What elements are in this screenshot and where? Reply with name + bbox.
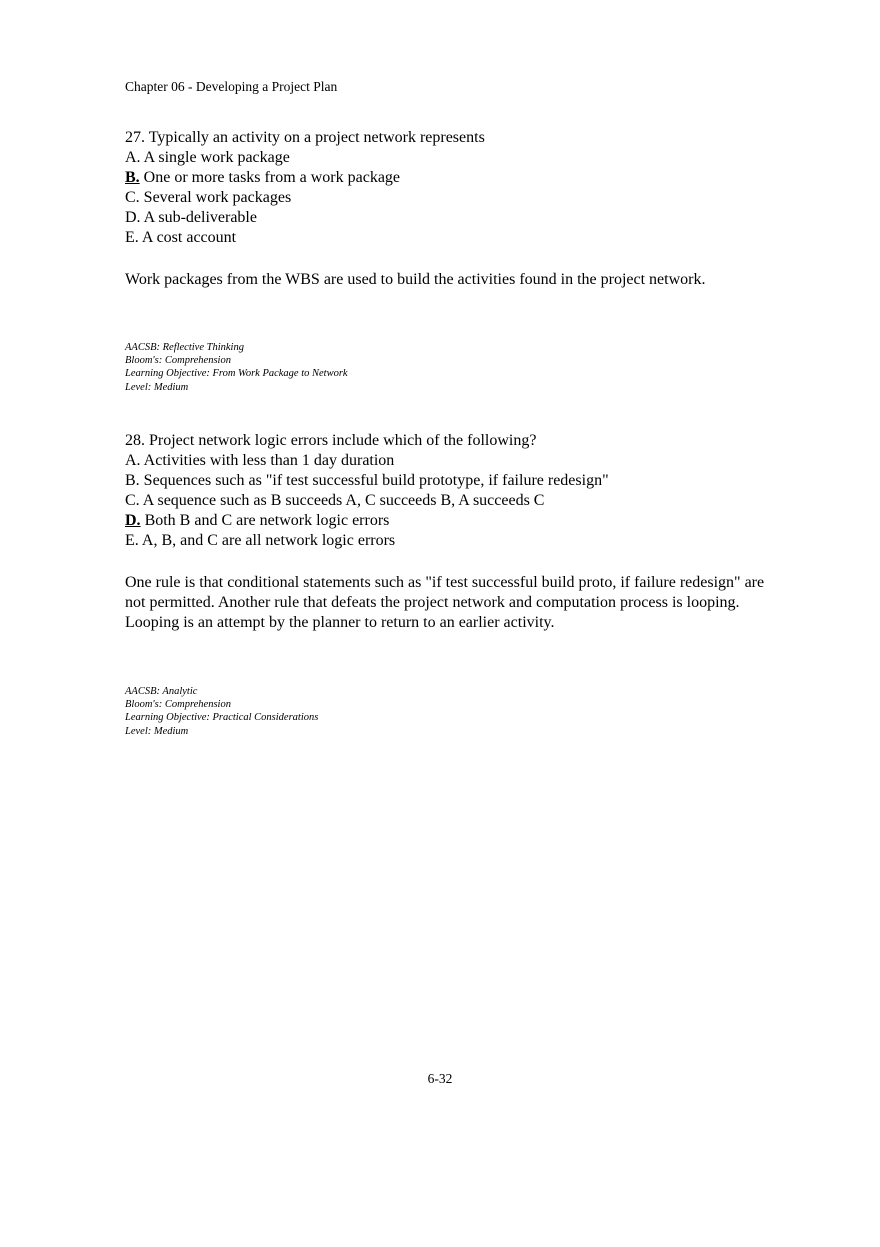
answer-option-e [125,531,785,551]
question-stem: 27. Typically an activity on a project network represents [125,129,485,146]
option-letter: A. [125,149,141,166]
question-28-metadata [125,685,318,738]
aacsb-tag: AACSB: Reflective Thinking [125,342,244,353]
learning-objective-tag: Learning Objective: From Work Package to Network [125,368,348,380]
answer-option-a [125,148,785,168]
option-text: A sequence such as B succeeds A, C succeeds B, A succeeds C [139,492,545,509]
page-number: 6-32 [427,1071,453,1086]
question-27 [125,128,785,290]
level-tag: Level: Medium [125,725,189,737]
blooms-tag: Bloom's: Comprehension [125,699,231,711]
blooms-tag: Bloom's: Comprehension [125,355,231,367]
answer-option-a [125,451,785,471]
answer-explanation: One rule is that conditional statements such as "if test successful build proto, if failure redesign" are not permitted. Another rule that defeats the project network and computation process is looping. Looping is an attempt by the planner to return to an earlier activity. [125,574,765,631]
option-text: A single work package [140,149,290,166]
answer-explanation: Work packages from the WBS are used to build the activities found in the project network. [125,271,706,288]
question-28 [125,431,785,632]
correct-option-letter: D. [125,512,141,529]
option-text: One or more tasks from a work package [139,169,401,186]
option-letter: D. [125,209,141,226]
answer-option-c [125,188,785,208]
option-letter: C. [125,189,140,206]
option-text: Activities with less than 1 day duration [140,452,395,469]
answer-option-b [125,168,785,188]
level-tag: Level: Medium [125,381,189,393]
option-letter: C. [125,492,140,509]
question-27-metadata [125,341,348,394]
answer-option-d [125,511,785,531]
answer-option-e [125,228,785,248]
option-text: A sub-deliverable [140,209,257,226]
option-text: Sequences such as "if test successful build prototype, if failure redesign" [139,472,609,489]
option-text: Several work packages [139,189,292,206]
answer-option-d [125,208,785,228]
option-letter: E. [125,532,139,549]
question-stem: 28. Project network logic errors include which of the following? [125,432,537,449]
option-letter: B. [125,472,140,489]
option-letter: E. [125,229,139,246]
correct-option-letter: B. [125,169,140,186]
option-text: A cost account [138,229,237,246]
answer-option-c [125,491,785,511]
learning-objective-tag: Learning Objective: Practical Considerations [125,712,319,724]
option-text: Both B and C are network logic errors [140,512,390,529]
chapter-header: Chapter 06 - Developing a Project Plan [125,79,338,94]
option-text: A, B, and C are all network logic errors [138,532,396,549]
aacsb-tag: AACSB: Analytic [125,686,198,697]
option-letter: A. [125,452,141,469]
answer-option-b [125,471,785,491]
